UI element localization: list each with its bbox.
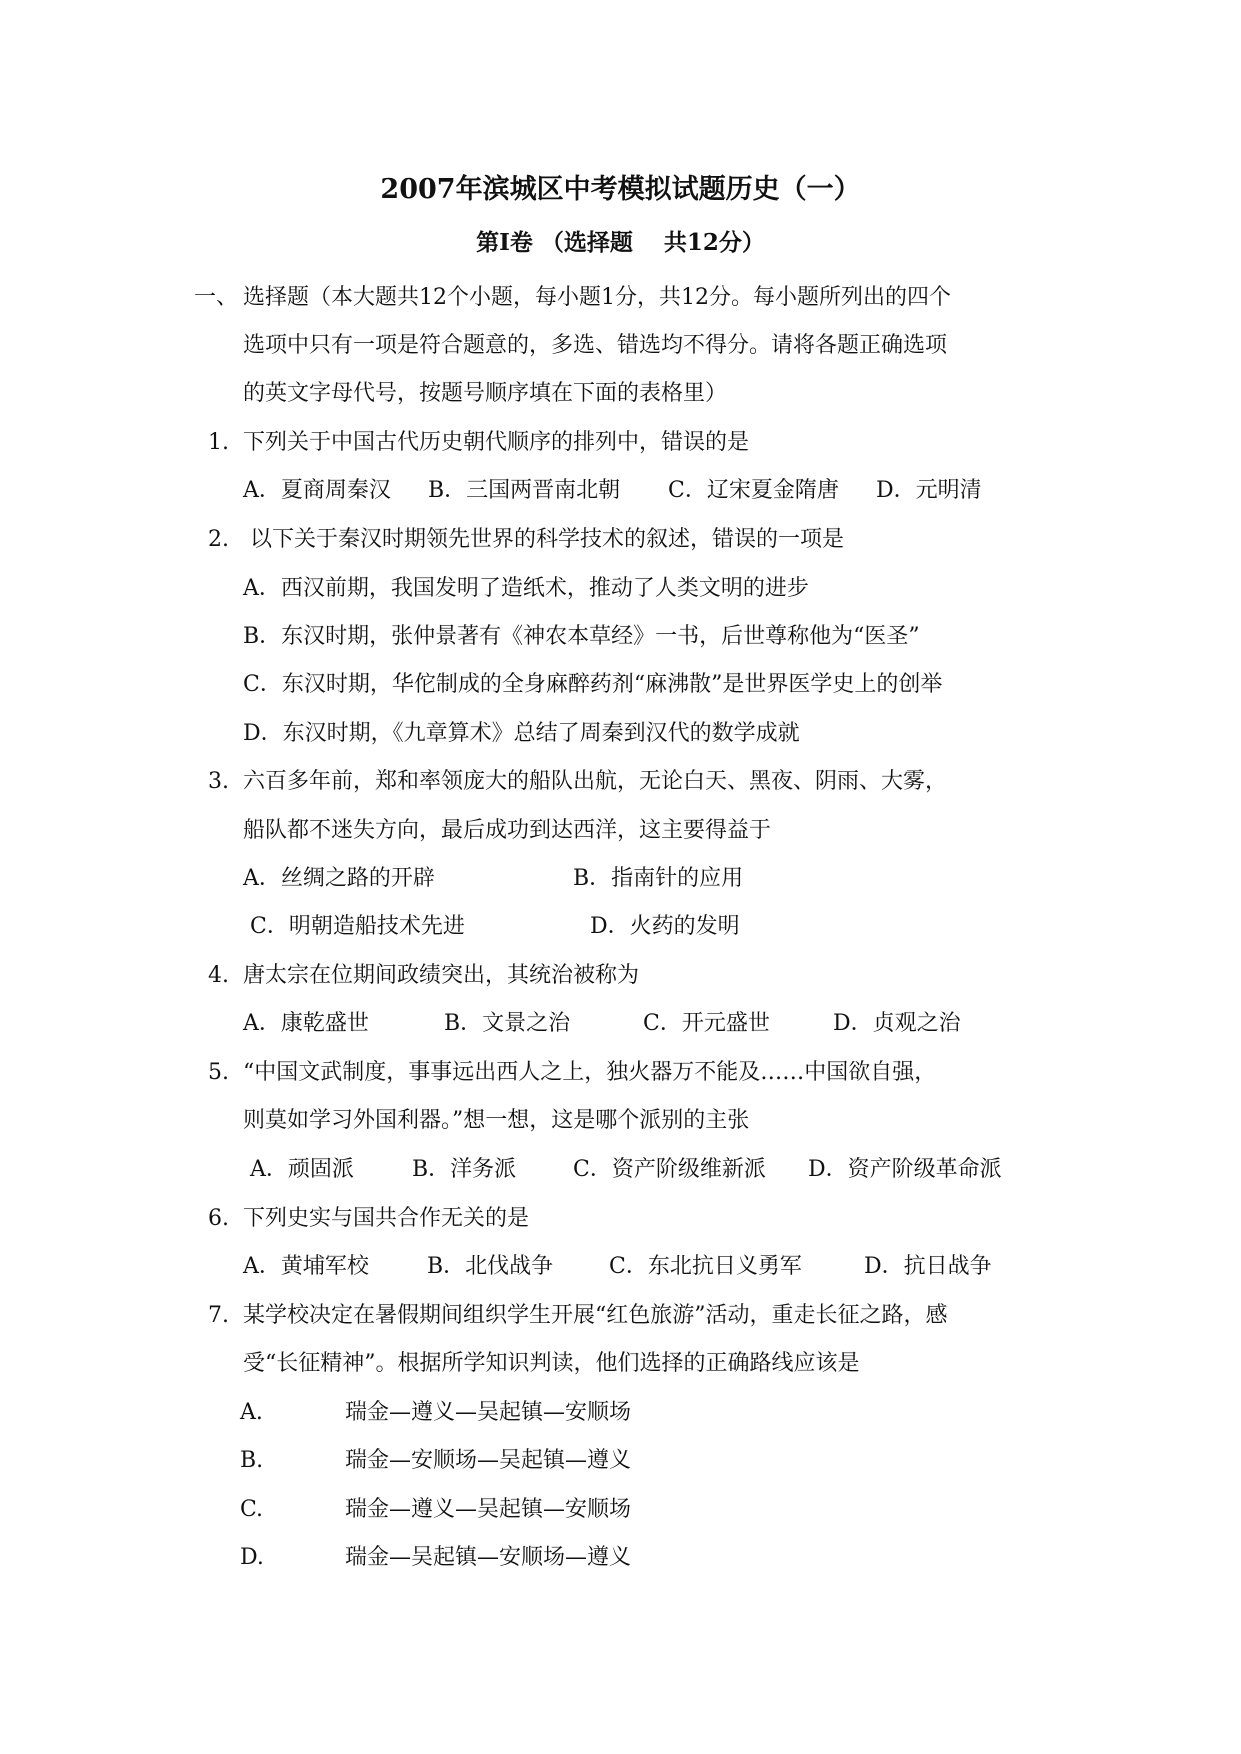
option-b: B．洋务派 bbox=[412, 1157, 517, 1182]
question-stem: 下列关于中国古代历史朝代顺序的排列中，错误的是 bbox=[243, 430, 750, 455]
instruction-line: 的英文字母代号，按题号顺序填在下面的表格里） bbox=[243, 381, 728, 406]
option-c-letter: C. bbox=[240, 1497, 264, 1522]
instruction-line: 选择题（本大题共12个小题，每小题1分，共12分。每小题所列出的四个 bbox=[243, 285, 951, 310]
option-c: C．东汉时期，华佗制成的全身麻醉药剂“麻沸散”是世界医学史上的创举 bbox=[243, 672, 943, 697]
option-d: D．资产阶级革命派 bbox=[808, 1157, 1002, 1182]
question-number: 4. bbox=[208, 963, 229, 988]
option-a: A．西汉前期，我国发明了造纸术，推动了人类文明的进步 bbox=[243, 576, 809, 601]
option-d: D．元明清 bbox=[876, 478, 982, 503]
question-stem: 某学校决定在暑假期间组织学生开展“红色旅游”活动，重走长征之路，感 bbox=[243, 1303, 948, 1328]
option-d: D．东汉时期，《九章算术》总结了周秦到汉代的数学成就 bbox=[243, 721, 800, 746]
option-b-letter: B. bbox=[240, 1448, 264, 1473]
option-a: A．康乾盛世 bbox=[243, 1011, 369, 1036]
option-a: A．黄埔军校 bbox=[243, 1254, 369, 1279]
question-stem: 则莫如学习外国利器。”想一想，这是哪个派别的主张 bbox=[243, 1108, 750, 1133]
option-c: C．明朝造船技术先进 bbox=[250, 914, 465, 939]
option-b: B．三国两晋南北朝 bbox=[428, 478, 621, 503]
option-a: A．夏商周秦汉 bbox=[243, 478, 391, 503]
option-a: A．丝绸之路的开辟 bbox=[243, 866, 435, 891]
section-number: 一、 bbox=[194, 285, 239, 310]
option-d: D．火药的发明 bbox=[590, 914, 740, 939]
option-a-letter: A. bbox=[240, 1400, 263, 1425]
option-a: 瑞金—遵义—吴起镇—安顺场 bbox=[345, 1400, 632, 1425]
question-stem: 唐太宗在位期间政绩突出，其统治被称为 bbox=[243, 963, 640, 988]
option-c: 瑞金—遵义—吴起镇—安顺场 bbox=[345, 1497, 632, 1522]
question-stem: 船队都不迷失方向，最后成功到达西洋，这主要得益于 bbox=[243, 818, 772, 843]
question-number: 3. bbox=[208, 769, 229, 794]
question-stem: “中国文武制度，事事远出西人之上，独火器万不能及……中国欲自强， bbox=[243, 1060, 937, 1085]
option-d-letter: D. bbox=[240, 1545, 264, 1570]
option-a: A．顽固派 bbox=[250, 1157, 354, 1182]
option-c: C．开元盛世 bbox=[643, 1011, 770, 1036]
option-d: D．贞观之治 bbox=[833, 1011, 961, 1036]
instruction-line: 选项中只有一项是符合题意的，多选、错选均不得分。请将各题正确选项 bbox=[243, 333, 948, 358]
question-number: 6. bbox=[208, 1206, 229, 1231]
option-b: 瑞金—安顺场—吴起镇—遵义 bbox=[345, 1448, 632, 1473]
question-number: 7. bbox=[208, 1303, 229, 1328]
option-c: C．资产阶级维新派 bbox=[573, 1157, 766, 1182]
option-b: B．东汉时期，张仲景著有《神农本草经》一书，后世尊称他为“医圣” bbox=[243, 624, 920, 649]
option-c: C．东北抗日义勇军 bbox=[609, 1254, 802, 1279]
question-stem: 下列史实与国共合作无关的是 bbox=[243, 1206, 530, 1231]
question-number: 2. bbox=[208, 527, 229, 552]
option-b: B．文景之治 bbox=[444, 1011, 571, 1036]
question-stem: 以下关于秦汉时期领先世界的科学技术的叙述，错误的一项是 bbox=[243, 527, 844, 552]
question-stem: 受“长征精神”。根据所学知识判读，他们选择的正确路线应该是 bbox=[243, 1351, 860, 1376]
option-d: 瑞金—吴起镇—安顺场—遵义 bbox=[345, 1545, 632, 1570]
page-title: 2007年滨城区中考模拟试题历史（一） bbox=[380, 174, 861, 205]
option-b: B．北伐战争 bbox=[427, 1254, 554, 1279]
option-b: B．指南针的应用 bbox=[573, 866, 744, 891]
section-subtitle: 第Ⅰ卷 （选择题 共12分） bbox=[476, 229, 765, 256]
option-d: D．抗日战争 bbox=[864, 1254, 992, 1279]
question-stem: 六百多年前，郑和率领庞大的船队出航，无论白天、黑夜、阴雨、大雾， bbox=[243, 769, 948, 794]
question-number: 1. bbox=[208, 430, 229, 455]
question-number: 5. bbox=[208, 1060, 229, 1085]
option-c: C．辽宋夏金隋唐 bbox=[668, 478, 839, 503]
